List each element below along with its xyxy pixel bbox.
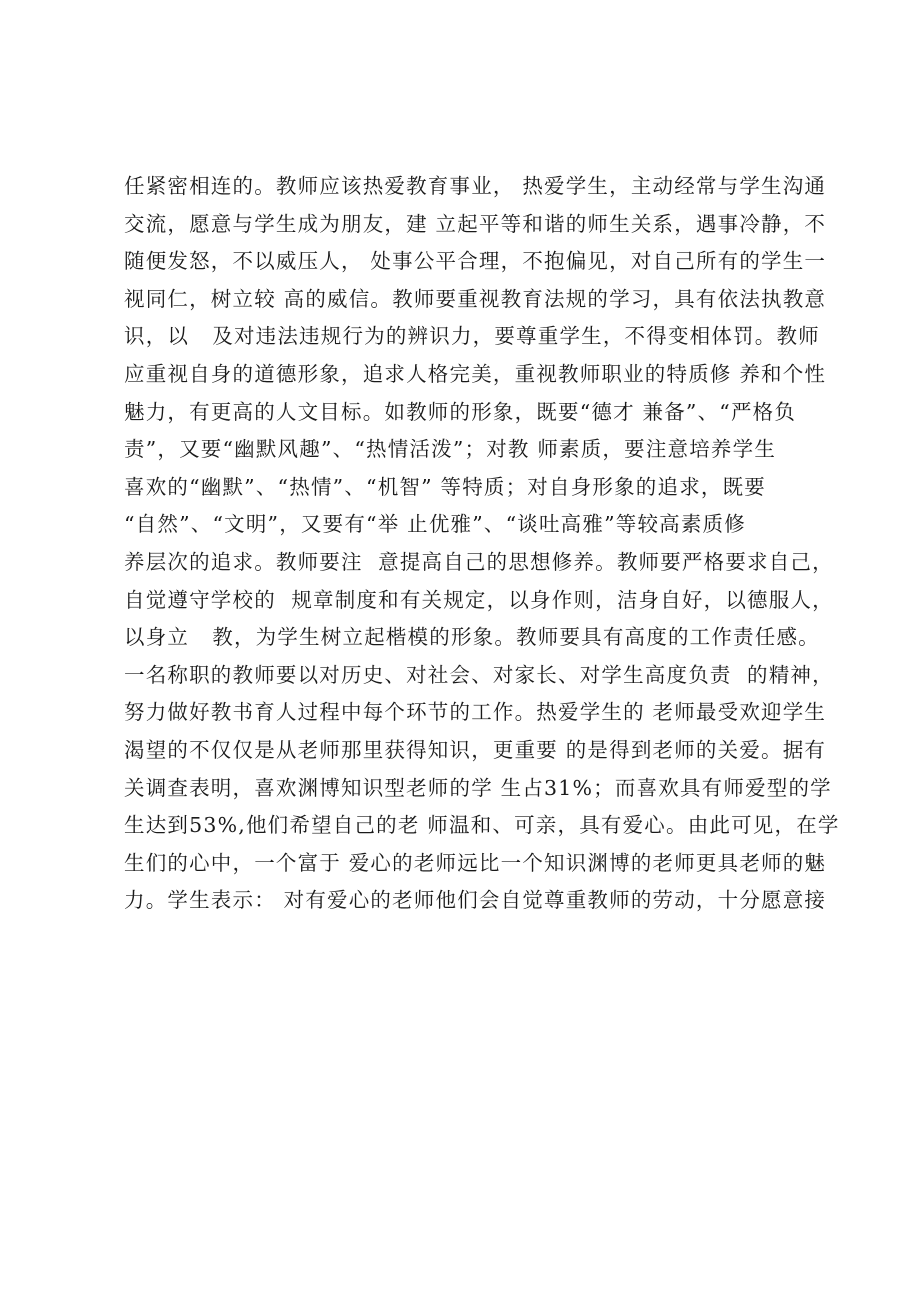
text-line: “自然”、“文明”，又要有“举 止优雅”、“谈吐高雅”等较高素质修 [124, 512, 746, 537]
text-line: 生达到53%,他们希望自己的老 师温和、可亲，具有爱心。由此可见，在学 [124, 813, 840, 838]
text-line: 喜欢的“幽默”、“热情”、“机智” 等特质；对自身形象的追求，既要 [124, 474, 766, 499]
text-line: 应重视自身的道德形象，追求人格完美，重视教师职业的特质修 养和个性 [124, 361, 827, 386]
text-line: 养层次的追求。教师要注 意提高自己的思想修养。教师要严格要求自己， [124, 549, 834, 574]
text-line: 努力做好教书育人过程中每个环节的工作。热爱学生的 老师最受欢迎学生 [124, 700, 827, 725]
text-line: 责”，又要“幽默风趣”、“热情活泼”；对教 师素质，要注意培养学生 [124, 437, 777, 462]
text-line: 视同仁，树立较 高的威信。教师要重视教育法规的学习，具有依法执教意 [124, 286, 827, 311]
text-line: 关调查表明，喜欢渊博知识型老师的学 生占31%；而喜欢具有师爱型的学 [124, 775, 832, 800]
text-line: 自觉遵守学校的 规章制度和有关规定，以身作则，洁身自好，以德服人， [124, 587, 834, 612]
text-line: 魅力，有更高的人文目标。如教师的形象，既要“德才 兼备”、“严格负 [124, 399, 797, 424]
text-line: 渴望的不仅仅是从老师那里获得知识，更重要 的是得到老师的关爱。据有 [124, 737, 827, 762]
text-line: 生们的心中，一个富于 爱心的老师远比一个知识渊博的老师更具老师的魅 [124, 850, 827, 875]
text-line: 任紧密相连的。教师应该热爱教育事业， 热爱学生，主动经常与学生沟通 [124, 174, 827, 198]
body-text [124, 168, 840, 920]
text-line: 交流，愿意与学生成为朋友，建 立起平等和谐的师生关系，遇事冷静，不 [124, 211, 827, 236]
text-line: 识，以 及对违法违规行为的辨识力，要尊重学生，不得变相体罚。教师 [124, 324, 820, 349]
text-line: 以身立 教，为学生树立起楷模的形象。教师要具有高度的工作责任感。 [124, 625, 820, 650]
text-line: 力。学生表示： 对有爱心的老师他们会自觉尊重教师的劳动，十分愿意接 [124, 888, 827, 913]
text-line: 随便发怒，不以威压人， 处事公平合理，不抱偏见，对自己所有的学生一 [124, 249, 827, 274]
text-line: 一名称职的教师要以对历史、对社会、对家长、对学生高度负责 的精神， [124, 662, 834, 687]
